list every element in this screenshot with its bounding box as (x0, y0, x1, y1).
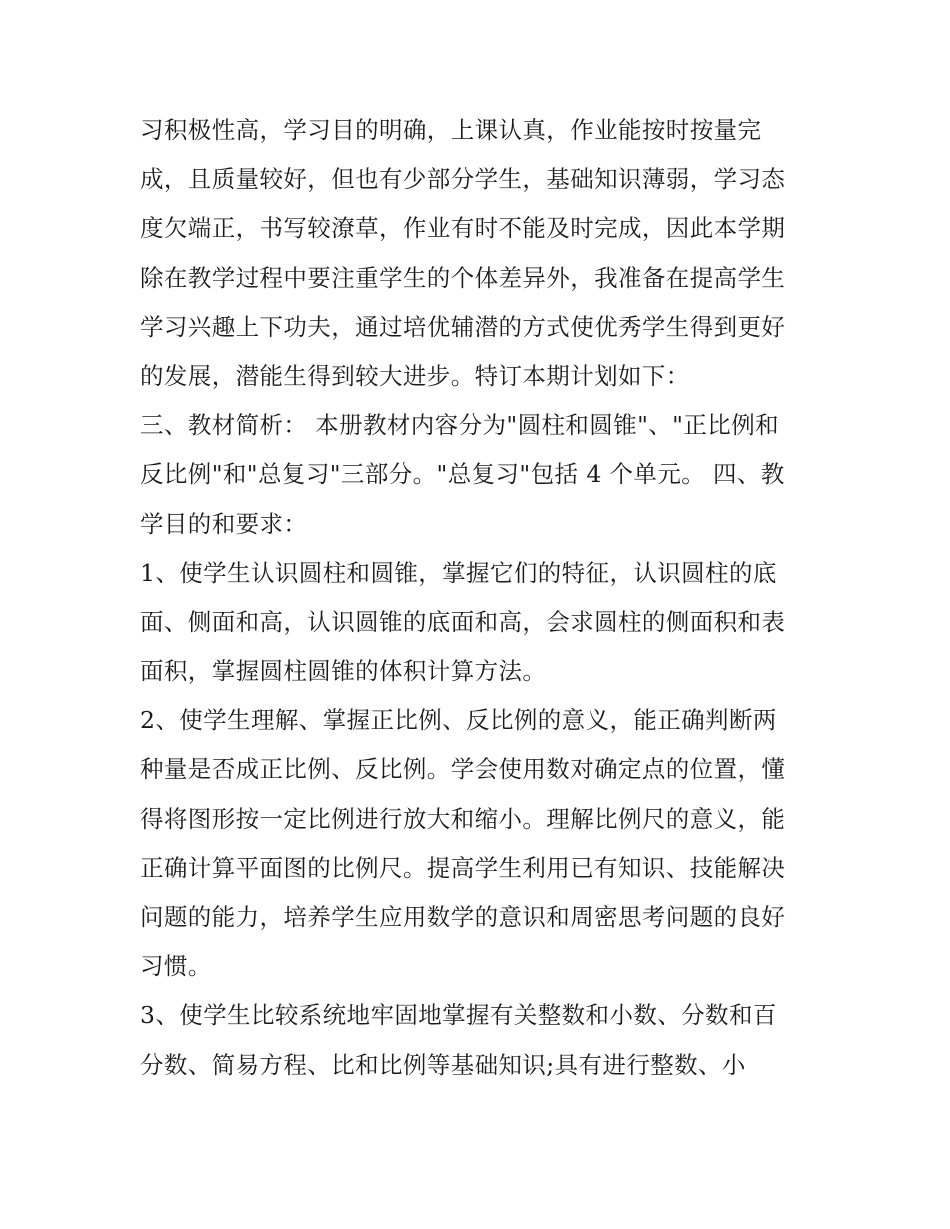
text-line: 的发展，潜能生得到较大进步。特订本期计划如下： (140, 361, 690, 390)
text-line: 学习兴趣上下功夫，通过培优辅潜的方式使优秀学生得到更好 (140, 312, 786, 341)
document-body (140, 106, 830, 1090)
text-line: 学目的和要求： (140, 509, 308, 538)
text-line: 分数、简易方程、比和比例等基础知识;具有进行整数、小 (140, 1050, 746, 1079)
text-line: 种量是否成正比例、反比例。学会使用数对确定点的位置，懂 (140, 755, 786, 784)
text-line: 问题的能力，培养学生应用数学的意识和周密思考问题的良好 (140, 903, 786, 931)
text-line: 习惯。 (140, 952, 212, 981)
list-item-2-line: 2、使学生理解、掌握正比例、反比例的意义，能正确判断两 (140, 706, 777, 735)
text-line: 面积，掌握圆柱圆锥的体积计算方法。 (140, 657, 547, 686)
text-line: 得将图形按一定比例进行放大和缩小。理解比例尺的意义，能 (140, 804, 786, 833)
text-line: 习积极性高，学习目的明确，上课认真，作业能按时按量完 (140, 116, 762, 144)
list-item-1-line: 1、使学生认识圆柱和圆锥，掌握它们的特征，认识圆柱的底 (140, 558, 777, 587)
section-heading-line: 三、教材简析： 本册教材内容分为"圆柱和圆锥"、"正比例和 (140, 411, 779, 440)
text-line: 成，且质量较好，但也有少部分学生，基础知识薄弱，学习态 (140, 165, 786, 194)
text-line: 度欠端正，书写较潦草，作业有时不能及时完成，因此本学期 (140, 214, 786, 243)
text-line: 正确计算平面图的比例尺。提高学生利用已有知识、技能解决 (140, 853, 786, 882)
list-item-3-line: 3、使学生比较系统地牢固地掌握有关整数和小数、分数和百 (140, 1001, 777, 1030)
text-line: 面、侧面和高，认识圆锥的底面和高，会求圆柱的侧面积和表 (140, 607, 786, 636)
text-line: 反比例"和"总复习"三部分。"总复习"包括 4 个单元。 四、教 (140, 460, 785, 489)
text-line: 除在教学过程中要注重学生的个体差异外，我准备在提高学生 (140, 263, 786, 292)
